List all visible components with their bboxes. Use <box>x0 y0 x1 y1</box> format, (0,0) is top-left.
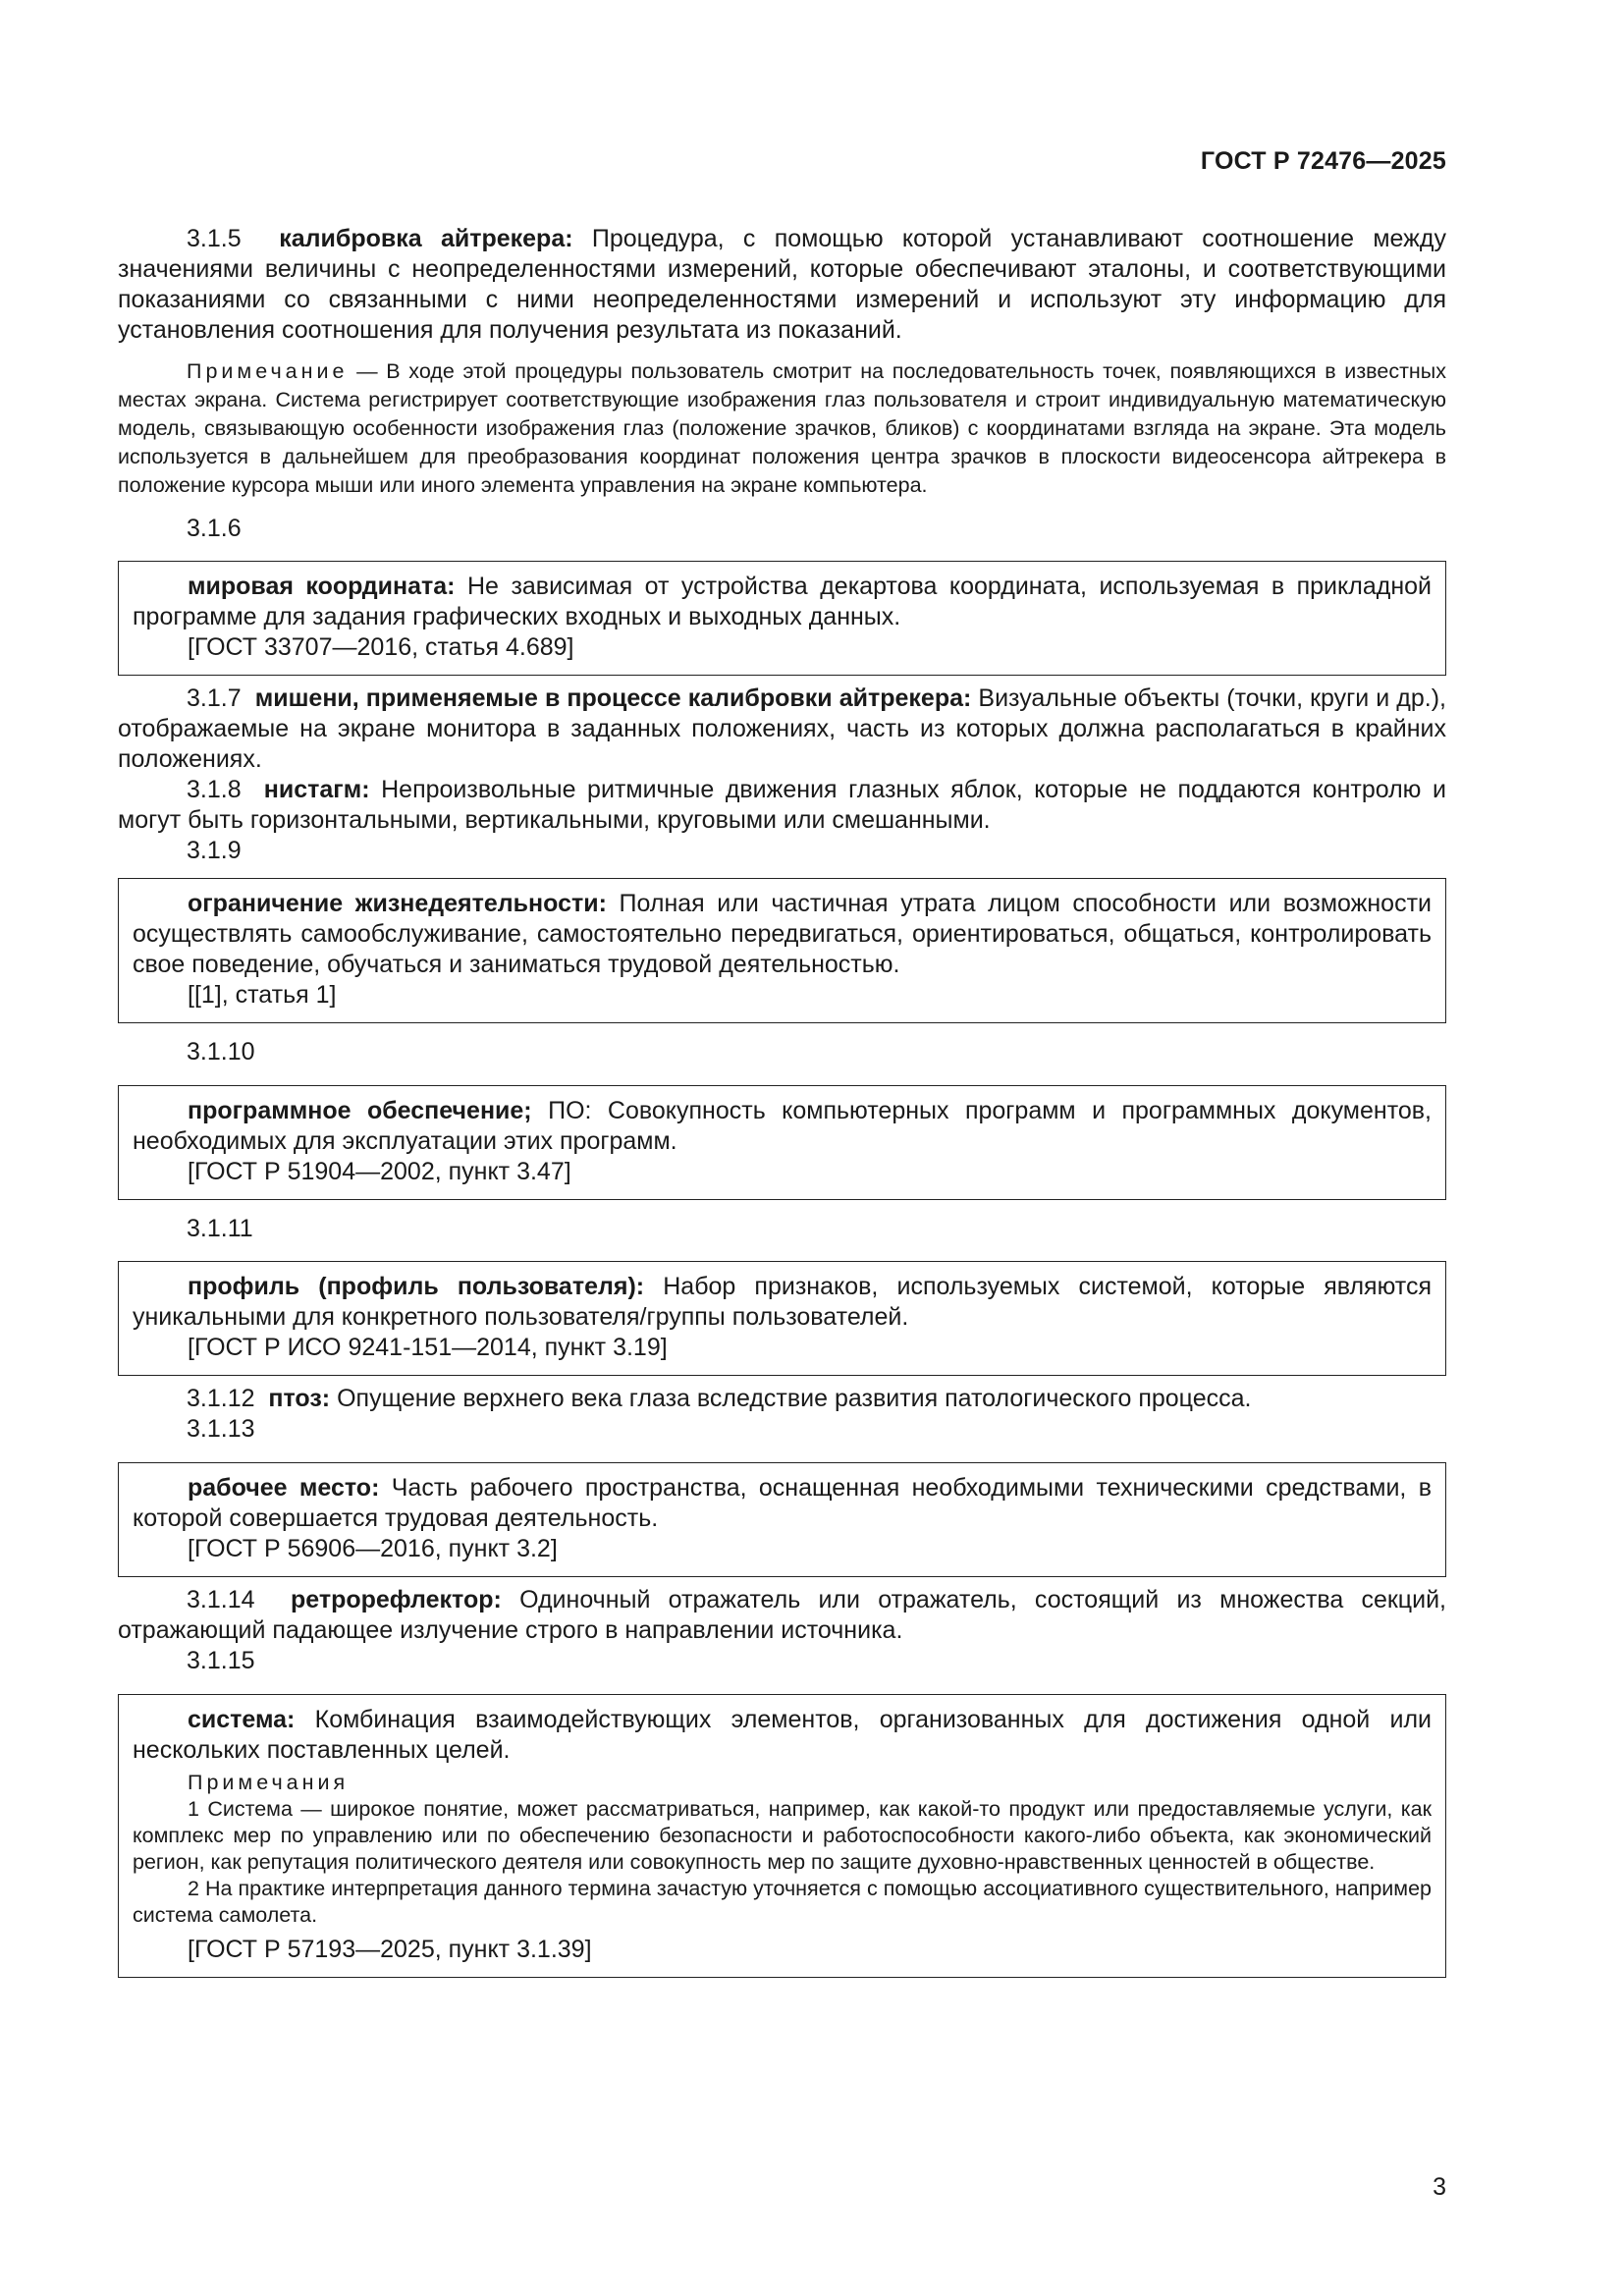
entry-3-1-5 <box>118 224 1446 346</box>
entry-3-1-15 <box>133 1705 1432 1766</box>
entry-3-1-7 <box>118 683 1446 775</box>
entry-term: мировая координата: <box>188 573 456 600</box>
entry-definition: Процедура, с помощью которой устанавливают соотношение между значениями величины с неопределенностями измерений, которые обеспечивают эталоны, и соответствующими показаниями со связанными с ними неопределенностями измерений и используют эту информацию для установления соотношения для получения результата из показаний. <box>118 225 1446 344</box>
entry-definition: Непроизвольные ритмичные движения глазных яблок, которые не поддаются контролю и могут быть горизонтальными, вертикальными, круговыми или смешанными. <box>118 776 1446 834</box>
entry-number: 3.1.14 <box>187 1586 255 1613</box>
entry-3-1-10 <box>133 1096 1432 1157</box>
entry-term: мишени, применяемые в процессе калибровки айтрекера: <box>254 684 972 712</box>
entry-3-1-5-note <box>118 357 1446 500</box>
entry-definition: Не зависимая от устройства декартова координата, используемая в прикладной программе для задания графических входных и выходных данных. <box>133 573 1432 630</box>
note-1: 1 Система — широкое понятие, может рассматриваться, например, как какой-то продукт или предоставляемые услуги, как комплекс мер по управлению или по обеспечению безопасности и работоспособности какого-либо объекта, как экономический регион, как репутация политического деятеля или совокупность мер по защите духовно-нравственных ценностей в обществе. <box>133 1797 1432 1874</box>
entry-term: нистагм: <box>263 776 370 803</box>
entry-3-1-6 <box>133 572 1432 632</box>
entry-number: 3.1.8 <box>187 776 242 803</box>
entry-number: 3.1.6 <box>187 515 242 542</box>
entry-definition: Визуальные объекты (точки, круги и др.), отображаемые на экране монитора в заданных положениях, часть из которых должна располагаться в крайних положениях. <box>118 684 1446 773</box>
document-content <box>118 224 1446 1978</box>
entry-number: 3.1.9 <box>187 837 242 864</box>
document-header: ГОСТ Р 72476—2025 <box>1200 147 1446 175</box>
entry-term: система: <box>188 1706 296 1733</box>
note-label: Примечание <box>187 359 349 383</box>
entry-term: ретрорефлектор: <box>291 1586 502 1613</box>
entry-3-1-13-box <box>118 1462 1446 1577</box>
entry-3-1-9-box <box>118 878 1446 1023</box>
entry-number: 3.1.10 <box>187 1038 255 1066</box>
entry-number: 3.1.13 <box>187 1415 255 1443</box>
entry-definition: Опущение верхнего века глаза вследствие развития патологического процесса. <box>337 1385 1252 1412</box>
entry-term: калибровка айтрекера: <box>279 225 573 252</box>
entry-term: профиль (профиль пользователя): <box>188 1273 645 1300</box>
page-number: 3 <box>1433 2173 1446 2201</box>
entry-source-ref: [[1], статья 1] <box>188 981 337 1009</box>
entry-definition: Одиночный отражатель или отражатель, состоящий из множества секций, отражающий падающее излучение строго в направлении источника. <box>118 1586 1447 1644</box>
entry-3-1-11-box <box>118 1261 1446 1376</box>
entry-3-1-15-box <box>118 1694 1446 1978</box>
entry-number: 3.1.12 <box>187 1385 255 1412</box>
entry-3-1-10-box <box>118 1085 1446 1200</box>
entry-source-ref: [ГОСТ 33707—2016, статья 4.689] <box>188 633 574 661</box>
entry-3-1-14 <box>118 1585 1446 1646</box>
entry-term: рабочее место: <box>188 1474 380 1502</box>
entry-definition: Набор признаков, используемых системой, которые являются уникальными для конкретного пользователя/группы пользователей. <box>133 1273 1432 1331</box>
entry-definition: ПО: Совокупность компьютерных программ и программных документов, необходимых для эксплуатации этих программ. <box>133 1097 1432 1155</box>
entry-term: программное обеспечение; <box>188 1097 532 1124</box>
entry-definition: Полная или частичная утрата лицом способности или возможности осуществлять самообслуживание, самостоятельно передвигаться, ориентироваться, общаться, контролировать свое поведение, обучаться и заниматься трудовой деятельностью. <box>133 890 1432 978</box>
entry-3-1-12 <box>118 1384 1446 1414</box>
entry-source-ref: [ГОСТ Р 51904—2002, пункт 3.47] <box>188 1158 571 1185</box>
entry-3-1-9 <box>133 889 1432 980</box>
entry-source-ref: [ГОСТ Р 56906—2016, пункт 3.2] <box>188 1535 558 1562</box>
entry-definition: Часть рабочего пространства, оснащенная необходимыми техническими средствами, в которой совершается трудовая деятельность. <box>133 1474 1432 1532</box>
entry-number: 3.1.7 <box>187 684 242 712</box>
notes-label: Примечания <box>188 1771 350 1794</box>
note-2: 2 На практике интерпретация данного термина зачастую уточняется с помощью ассоциативного существительного, например система самолета. <box>133 1877 1432 1927</box>
entry-3-1-6-box <box>118 561 1446 676</box>
entry-3-1-13 <box>133 1473 1432 1534</box>
entry-definition: Комбинация взаимодействующих элементов, организованных для достижения одной или нескольких поставленных целей. <box>133 1706 1433 1764</box>
entry-3-1-11 <box>133 1272 1432 1333</box>
entry-term: ограничение жизнедеятельности: <box>188 890 607 917</box>
entry-3-1-8 <box>118 775 1446 836</box>
entry-source-ref: [ГОСТ Р 57193—2025, пункт 3.1.39] <box>188 1936 592 1963</box>
entry-term: птоз: <box>268 1385 331 1412</box>
entry-number: 3.1.11 <box>187 1215 253 1242</box>
entry-number: 3.1.15 <box>187 1647 255 1674</box>
note-text: — В ходе этой процедуры пользователь смотрит на последовательность точек, появляющихся в известных местах экрана. Система регистрирует соответствующие изображения глаз пользователя и строит индивидуальную математическую модель, связывающую особенности изображения глаз (положение зрачков, бликов) с координатами взгляда на экране. Эта модель используется в дальнейшем для преобразования координат положения центра зрачков в плоскости видеосенсора айтрекера в положение курсора мыши или иного элемента управления на экране компьютера. <box>118 359 1446 497</box>
entry-number: 3.1.5 <box>187 225 242 252</box>
entry-source-ref: [ГОСТ Р ИСО 9241-151—2014, пункт 3.19] <box>188 1334 668 1361</box>
